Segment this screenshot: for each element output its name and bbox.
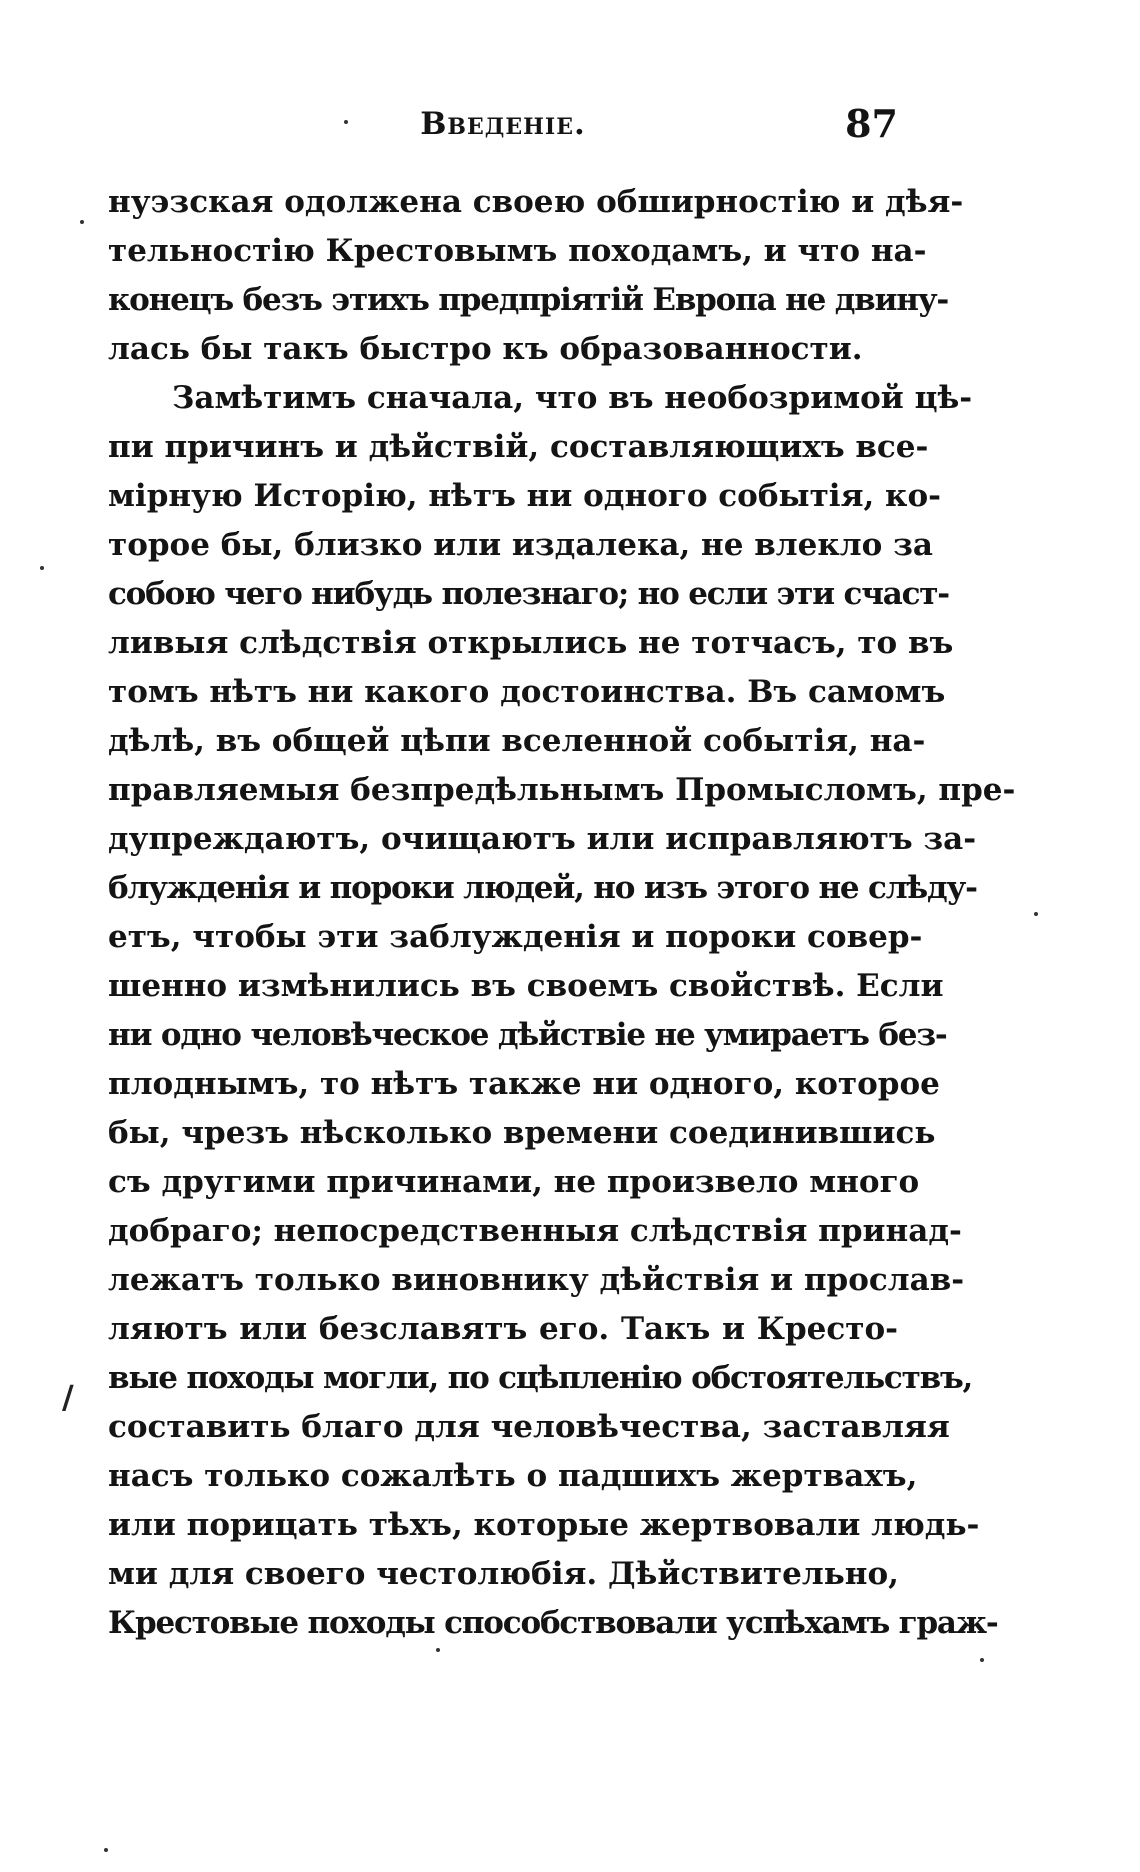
text-line: пи причинъ и дѣйствій, составляющихъ все- — [108, 429, 929, 465]
text-line: Замѣтимъ сначала, что въ необозримой цѣ- — [172, 380, 973, 416]
text-line: правляемыя безпредѣльнымъ Промысломъ, пре- — [108, 772, 1016, 808]
text-line: съ другими причинами, не произвело много — [108, 1164, 920, 1200]
text-line: нуэзская одолжена своею обширностію и дѣя- — [108, 184, 964, 220]
text-line: насъ только сожалѣть о падшихъ жертвахъ, — [108, 1458, 918, 1494]
running-title: Введеніе. — [420, 106, 586, 142]
text-line: тельностію Крестовымъ походамъ, и что на- — [108, 233, 927, 269]
text-line: лежатъ только виновнику дѣйствія и прослав- — [108, 1262, 965, 1298]
text-line: ми для своего честолюбія. Дѣйствительно, — [108, 1556, 899, 1592]
text-line: томъ нѣтъ ни какого достоинства. Въ самомъ — [108, 674, 946, 710]
text-line: ливыя слѣдствія открылись не тотчасъ, то въ — [108, 625, 954, 661]
text-line: собою чего нибудь полезнаго; но если эти счаст- — [108, 576, 949, 612]
print-speck — [344, 120, 348, 124]
text-line: лась бы такъ быстро къ образованности. — [108, 331, 863, 367]
print-speck — [104, 1848, 108, 1852]
text-line: мірную Исторію, нѣтъ ни одного событія, ко- — [108, 478, 941, 514]
margin-pencil-mark: / — [62, 1378, 74, 1416]
print-speck — [1034, 912, 1038, 916]
print-speck — [40, 566, 44, 570]
print-speck — [436, 1648, 440, 1652]
page-header — [108, 96, 898, 152]
text-line: плоднымъ, то нѣтъ также ни одного, которое — [108, 1066, 940, 1102]
body-text — [108, 178, 1016, 1648]
print-speck — [980, 1658, 984, 1662]
text-line: ни одно человѣческое дѣйствіе не умираетъ без- — [108, 1017, 947, 1053]
text-line: вые походы могли, по сцѣпленію обстоятельствъ, — [108, 1360, 973, 1396]
text-line: Крестовые походы способствовали успѣхамъ граж- — [108, 1605, 998, 1641]
text-line: ляютъ или безславятъ его. Такъ и Кресто- — [108, 1311, 898, 1347]
text-line: блужденія и пороки людей, но изъ этого не слѣду- — [108, 870, 977, 906]
text-line: етъ, чтобы эти заблужденія и пороки совер- — [108, 919, 923, 955]
text-line: добраго; непосредственныя слѣдствія принад- — [108, 1213, 962, 1249]
page-number: 87 — [845, 101, 898, 146]
text-line: бы, чрезъ нѣсколько времени соединившись — [108, 1115, 936, 1151]
text-line: шенно измѣнились въ своемъ свойствѣ. Если — [108, 968, 944, 1004]
text-line: дупреждаютъ, очищаютъ или исправляютъ за- — [108, 821, 977, 857]
print-speck — [80, 220, 84, 224]
text-line: дѣлѣ, въ общей цѣпи вселенной событія, на- — [108, 723, 926, 759]
text-line: торое бы, близко или издалека, не влекло за — [108, 527, 933, 563]
text-line: составить благо для человѣчества, заставляя — [108, 1409, 950, 1445]
text-line: или порицать тѣхъ, которые жертвовали людь- — [108, 1507, 980, 1543]
text-line: конецъ безъ этихъ предпріятій Европа не двину- — [108, 282, 949, 318]
